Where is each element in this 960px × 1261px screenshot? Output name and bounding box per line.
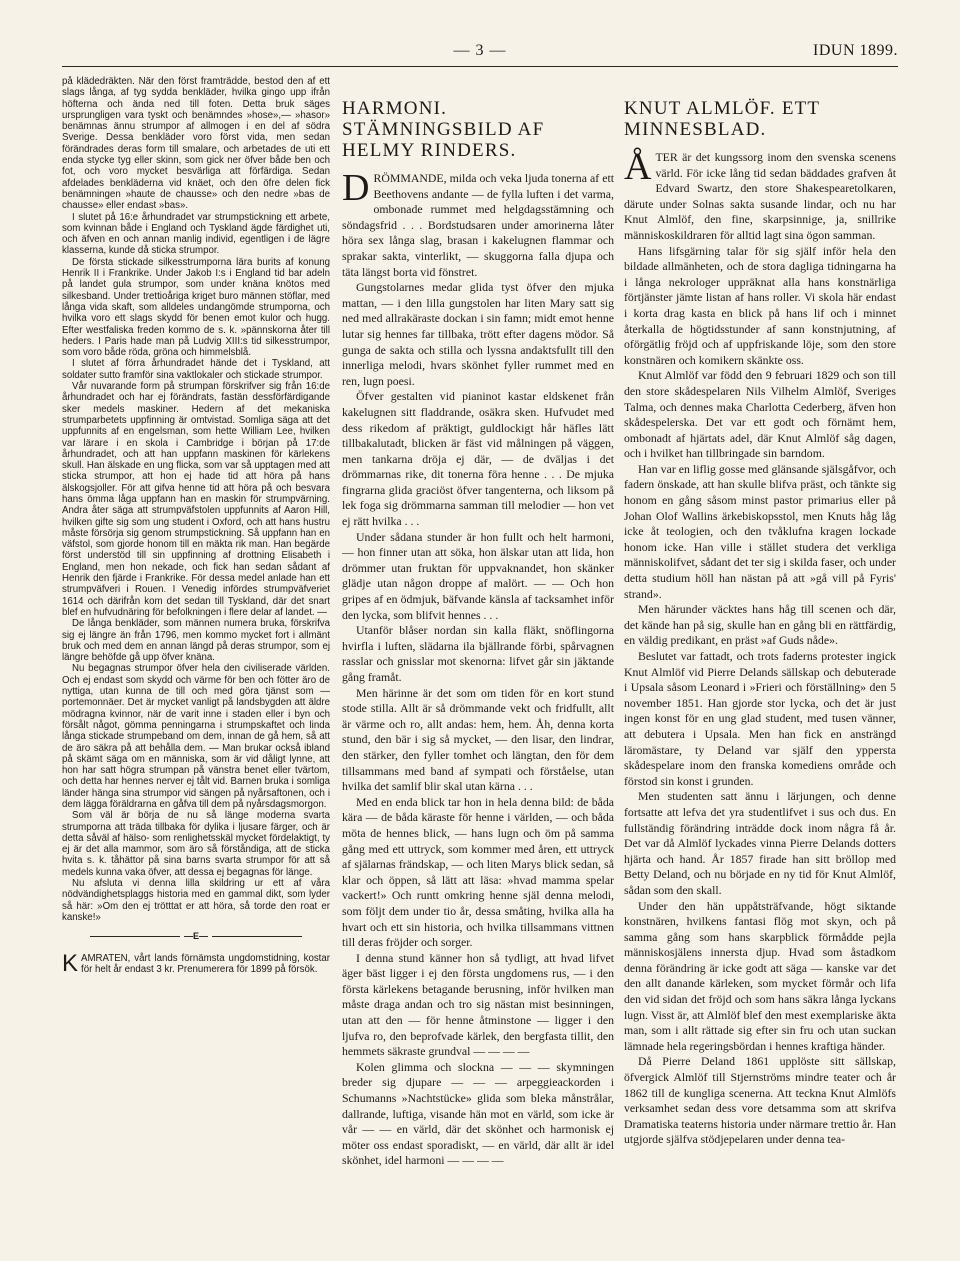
paragraph: I denna stund känner hon så tydligt, att hvad lifvet äger bäst ligger i ej den första ungdomens rus, — i den första kärlekens betagande berusning, inför hvilken man måste draga andan och tro sig nästan mist besinningen, utan att den — för henne åtminstone — ligger i den ljufva ro, den beprofvade kärlek, den bergfasta tillit, den hemmets säkraste grundval — — — — — [342, 950, 614, 1059]
header-rule — [62, 66, 898, 67]
paragraph: Då Pierre Deland 1861 upplöste sitt sällskap, öfvergick Almlöf till Stjernströms mindre teater och år 1862 till de kungliga scenerna. Att teckna Knut Almlöfs verksamhet sedan dess vore detsamma som att skrifva Dramatiska teaterns historia under närmare trettio år. Han utgjorde själfva stödjepelaren under denna tea- — [624, 1054, 896, 1147]
paragraph: Kolen glimma och slockna — — — skymningen breder sig djupare — — — arpeggieackorden i Schumanns »Nachtstücke» glida som bleka månstrålar, dallrande, luftiga, visande hän mot en värld, som icke är vår — — en värld, där det skönhet och harmonisk ej möter oss endast sporadiskt, — en värld, där allt är idel skönhet, idel harmoni — — — — — [342, 1059, 614, 1168]
magazine-issue: IDUN 1899. — [813, 42, 898, 59]
paragraph: Men härinne är det som om tiden för en kort stund stode stilla. Allt är så drömmande vekt och fridfullt, allt är värme och ro, allt andas: hem, hem. Åh, denna korta stund, den bär i sig så mycket, — den lisar, den lindrar, den stärker, den fyller tomhet och längtan, den för dem tillsammans med band af sympati och förståelse, utan hvilka det samlif blir skal utan kärna . . . — [342, 685, 614, 794]
paragraph: Vår nuvarande form på strumpan förskrifver sig från 16:de århundradet och har ej förändrats, fastän dessförfärdigande sker medels maskiner. Hedern af det mekaniska strumparbetets uppfinning är omtvistad. Somliga säga att det uppfunnits af en engelsman, som hette William Lee, hvilken var lärare i en skola i Cambridge i början på 17:de århundradet, och att han uppfann maskinen för kärlekens skull. Han älskade en ung flicka, som var så upptagen med att sticka strumpor, att hon ej hade tid att höra på hans älskogsjoller. För att gifva henne tid att höra på och besvara hans ömma låga uppfann han en maskin för strumpvärning. Andra åter säga att strumpväfstolen uppfunnits af Aaron Hill, hvilken gifte sig som ung student i Oxford, och att hans hustru måste försörja sig genom strumpstickning. Så uppfann han en väfstol, som gjorde honom till en mäkta rik man. Han begärde först understöd till sin uppfinning af drottning Elisabeth i England, men hon nekade, och fick han sedan sådant af Henrik den fjärde i Frankrike. För dessa medel anlade han ett strumpväfveri i Rouen. I Venedig infördes strumpväfveriet 1614 och därifrån kom det sedan till Tyskland, där det snart blef en hufvudnäring för befolkningen i flere delar af landet. — — [62, 381, 330, 618]
paragraph: Under den hän uppåtsträfvande, högt siktande konstnären, hvilkens fantasi flög mot skyn, och på samma gång som hans skarpblick förmådde pejla människosjälens innersta djup. Hvad som åstadkom denna förändring är icke godt att säga — kanske var det den allt danande kärleken, som mycket förmår och lifa den vid sidan det fröjd och som hans säkra långa lyckans lugn. Visst är, att Almlöf blef den mest exemplariske äkta man, som i allt rättade sig efter sin fru och utan suckan lämnade hela regeringsbördan i hennes kraftiga händer. — [624, 898, 896, 1053]
divider-line — [212, 936, 302, 937]
column-harmoni — [342, 98, 614, 1247]
paragraph: Men studenten satt ännu i lärjungen, och denne fortsatte att lefva det yra studentlifvet i sus och dus. En fullständig förändring inträdde dock inom några få år. Det var då Almlöf lyckades vinna Pierre Delands dotters hjärta och hand. År 1857 firade han sitt bröllop med Betty Deland, och nu började en ny tid för Knut Almlöf, sådan som den skall. — [624, 789, 896, 897]
paragraph: Hans lifsgärning talar för sig själf inför hela den bildade allmänheten, och de stora dagliga tidningarna ha i långa nekrologer uppräknat alla hans konstnärliga förtjänster jämte listan af hans roller. Vi skola här endast i korta drag kasta en blick på hans lif och i minnet återkalla de högtidsstunder af sann konstnjutning, af oförgätlig fröjd och af uppfriskande löje, som den store konstnären och komikern skänkte oss. — [624, 243, 896, 367]
page-header — [62, 42, 898, 68]
drop-cap: K — [62, 949, 79, 977]
paragraph: Nu begagnas strumpor öfver hela den civiliserade världen. Och ej endast som skydd och värme för ben och fötter äro de nyttiga, utan kunna de till och med göra tjänst som — portemonnäer. Det är mycket vanligt på landsbygden att äldre mödragna kvinnor, när de varit inne i staden eller i byn och försålt något, gömma penningarna i strumpskaftet och linda långa stickade strumpeband om dem, innan de gå hem, så att de äro säkra på att behålla dem. — Man brukar också ibland på skämt säga om en människa, som är vid dåligt lynne, att hon har satt högra strumpan på vänstra benet eller tvärtom, och detta har hennes nerver ej tålt vid. Barnen bruka i somliga länder hänga sina strumpor vid sängen på nyårsaftonen, och i dem lägga föräldrarna en gåfva till dem på nyårsdagsmorgon. — [62, 663, 330, 810]
divider-line — [90, 936, 180, 937]
column-stockings-history — [62, 76, 330, 1247]
signature-divider — [62, 931, 330, 942]
paragraph: DRÖMMANDE, milda och veka ljuda tonerna af ett Beethovens andante — de fylla luften i det varma, ombonade rummet med helgdagsstämning och söndagsfrid . . . Bordstudsaren under amorinerna låter höra sex långa slag, brasan i kakelugnen flammar och sprakar sakta, vinterlikt, — skuggorna falla djupa och täta längst borta vid fönstret. — [342, 167, 614, 279]
paragraph: I slutet af förra århundradet hände det i Tyskland, att soldater sutto framför sina vaktlokaler och stickade strumpor. — [62, 358, 330, 381]
paragraph: Öfver gestalten vid pianinot kastar eldskenet från kakelugnen sitt fladdrande, osäkra sken. Hufvudet med dess rikedom af präktigt, guldlockigt hår häfles lätt tillbakalutadt, blicken är fäst vid målningen på väggen, men tankarna dröja ej där, — de dväljas i det drömmarnas rike, dit tonerna föra henne . . . De mjuka fingrarna glida graciöst öfver tangenterna, och liksom på lek foga sig drömmarna samman till melodier — hon vet ej rätt hvilka . . . — [342, 389, 614, 529]
paragraph: Gungstolarnes medar glida tyst öfver den mjuka mattan, — i den lilla gungstolen har liten Mary satt sig ned med allrakäraste dockan i sin famn; midt emot henne lutar sig hennes far tillbaka, trött efter dagens mödor. Så gunga de sakta och stilla och lyssna andaktsfullt till den innerliga melodi, hvars skönhet fyller rummet med en ren, lugn poesi. — [342, 280, 614, 388]
paragraph: Knut Almlöf var född den 9 februari 1829 och son till den store skådespelaren Nils Vilhelm Almlöf, Sveriges Talma, och dennes maka Charlotta Cederberg, äfven hon skådespelerska. Det var ett godt och förnämt hem, ombonadt af hjärtats adel, där Knut Almlöf såg dagen, och i hvilket han tillbringade sin barndom. — [624, 368, 896, 461]
paragraph: De långa benkläder, som männen numera bruka, förskrifva sig ej längre än från 1796, men kommo mycket fort i allmänt bruk och med dem en annan längd på deras strumpor, som ej längre behöfde gå upp öfver knäna. — [62, 618, 330, 664]
paragraph: De första stickade silkesstrumporna lära burits af konung Henrik II i Frankrike. Under Jakob I:s i England tid bar adeln på landet gula strumpor, som under knäna knötos med silkesband. Under trettioåriga kriget buro männen stöflar, med långa vida skaft, som alldeles undangömde strumporna, och hvilka voro ett slags skydd för benen emot kulor och hugg. Efter westfaliska freden kommo de s. k. »pännskorna åter till heders. I Paris hade man på Ludvig XIII:s tid silkesstrumpor, som voro både röda, gröna och himmelsblå. — [62, 256, 330, 359]
paragraph: Med en enda blick tar hon in hela denna bild: de båda kära — de båda käraste för henne i världen, — och båda möta de hennes blick, — hans lugn och öm på samma gång med ett uttryck, som kommer med åren, ett uttryck af själarnas frändskap, — och liten Marys blick sedan, så klar och öppen, så lätt att läsa: »hvad mamma spelar vackert!» Och runtt omkring henne själ denna melodi, som följt dem under tio år, dessa småting, hvilka alla ha hvart och ett sin historia, och hvilka tillsammans vittnen till deras fröjder och sorger. — [342, 794, 614, 950]
page-number: — 3 — — [453, 42, 507, 59]
paragraph: Som väl är börja de nu så länge moderna svarta strumporna att träda tillbaka för dylika i ljusare färger, och är detta såväl af hälso- som renlighetsskäl mycket fördelaktigt, ty ej är det alla mammor, som äro så förståndiga, att de sticka hvita s. k. tåhättor på sina barns svarta strumpor för att så medels kunna vaka öfver, att dessa ej begagnas för länge. — [62, 810, 330, 878]
paragraph: Men härunder väcktes hans håg till scenen och där, det kände han på sig, skulle han en gång bli en rättfärdig, en väldig predikant, en präst »af Guds nåde». — [624, 602, 896, 648]
subscription-notice: KAMRATEN, vårt lands förnämsta ungdomstidning, kostar för helt år endast 3 kr. Prenumerera för 1899 på försök. — [62, 949, 330, 977]
drop-cap: Å — [624, 146, 652, 188]
paragraph: Utanför blåser nordan sin kalla fläkt, snöflingorna hvirfla i luften, slädarna ila bjällrande förbi, spårvagnen rasslar och gnisslar mot skenorna: lifvet går sin jäktande gång framåt. — [342, 623, 614, 684]
paragraph: Han var en liflig gosse med glänsande själsgåfvor, och fadern önskade, att han skulle blifva präst, och tänkte sig honom en gång såsom minst pastor primarius eller på Johan Olof Wallins ärkebiskopsstol, men Knuts håg låg icke åt teologien, och den tvåklufna kragen lockade honom icke. Han ville i stället studera det verkliga människolifvet, sådant det ter sig i skilda faser, och under detta studium höll han nästan på att »gå vill på Fyris' strand». — [624, 461, 896, 601]
column-knut-almlof — [624, 98, 896, 1247]
signature: —E— — [183, 931, 208, 942]
paragraph: på klädedräkten. När den först framträdde, bestod den af ett slags långa, af tyg sydda benkläder, hvilka gingo upp ifrån höfterna och ända ned till foten. Detta bruk säges ursprungligen vara tyskt och benämndes »hose»,— »hasor» benämnas ännu strumpor af allmogen i en del af södra Sverige. Dessa benkläder voro först vida, men sedan förändrades deras form till smalare, och arbetades de uti ett enda stycke tyg eller skinn, som gick ner öfver både ben och fot, och voro mycket besvärliga att förfärdiga. Sedan afdelades benkläderna vid knäet, och den öfre delen fick benämningen »haute de chausse» och den nedre »bas de chausse» eller endast »bas». — [62, 76, 330, 212]
article-title: KNUT ALMLÖF. ETT MINNESBLAD. — [624, 98, 820, 140]
paragraph: Under sådana stunder är hon fullt och helt harmoni, — hon finner utan att söka, hon älskar utan att lida, hon drömmer utan fruktan för uppvaknandet, hon skänker glädje utan någon droppe af malört. — — Och hon gripes af en ödmjuk, bäfvande känsla af tacksamhet inför den lycka, som blifvit hennes . . . — [342, 529, 614, 622]
drop-cap: D — [342, 167, 370, 209]
paragraph: ÅTER är det kungssorg inom den svenska scenens värld. För icke lång tid sedan bäddades grafven åt Edvard Swartz, den store Shakespearetolkaren, därute under Solnas sakta susande lindar, och nu har Knut Almlöf, den fine, skarpsinnige, ja, snillrike människoskildraren för alltid lagt sina ögon samman. — [624, 146, 896, 242]
paragraph: Nu afsluta vi denna lilla skildring ur ett af våra nödvändighetsplaggs historia med en gammal dikt, som lyder så här: »Om den ej trötttat er att höra, så torde den roat er kanske!» — [62, 878, 330, 923]
paragraph: I slutet på 16:e århundradet var strumpstickning ett arbete, som kvinnan både i England och Tyskland ägde färdighet uti, och äfven en och annan manlig individ, egentligen i de lägre klasserna, kunde då sticka strumpor. — [62, 211, 330, 257]
paragraph: Beslutet var fattadt, och trots faderns protester ingick Knut Almlöf vid Pierre Delands sällskap och debuterade i Upsala såsom Leonard i »Frieri och förställning» den 5 november 1851. Han gjorde stor lycka, och det är just ingen konst för en ung glad student, med tusen vänner, att debutera i Upsala. Men han fick en ansträngd läromästare, ty Deland var själf den yppersta skådespelare inom den franska komediens område och förstod sin konst i grunden. — [624, 649, 896, 788]
article-title: HARMONI. STÄMNINGSBILD AF HELMY RINDERS. — [342, 98, 545, 161]
